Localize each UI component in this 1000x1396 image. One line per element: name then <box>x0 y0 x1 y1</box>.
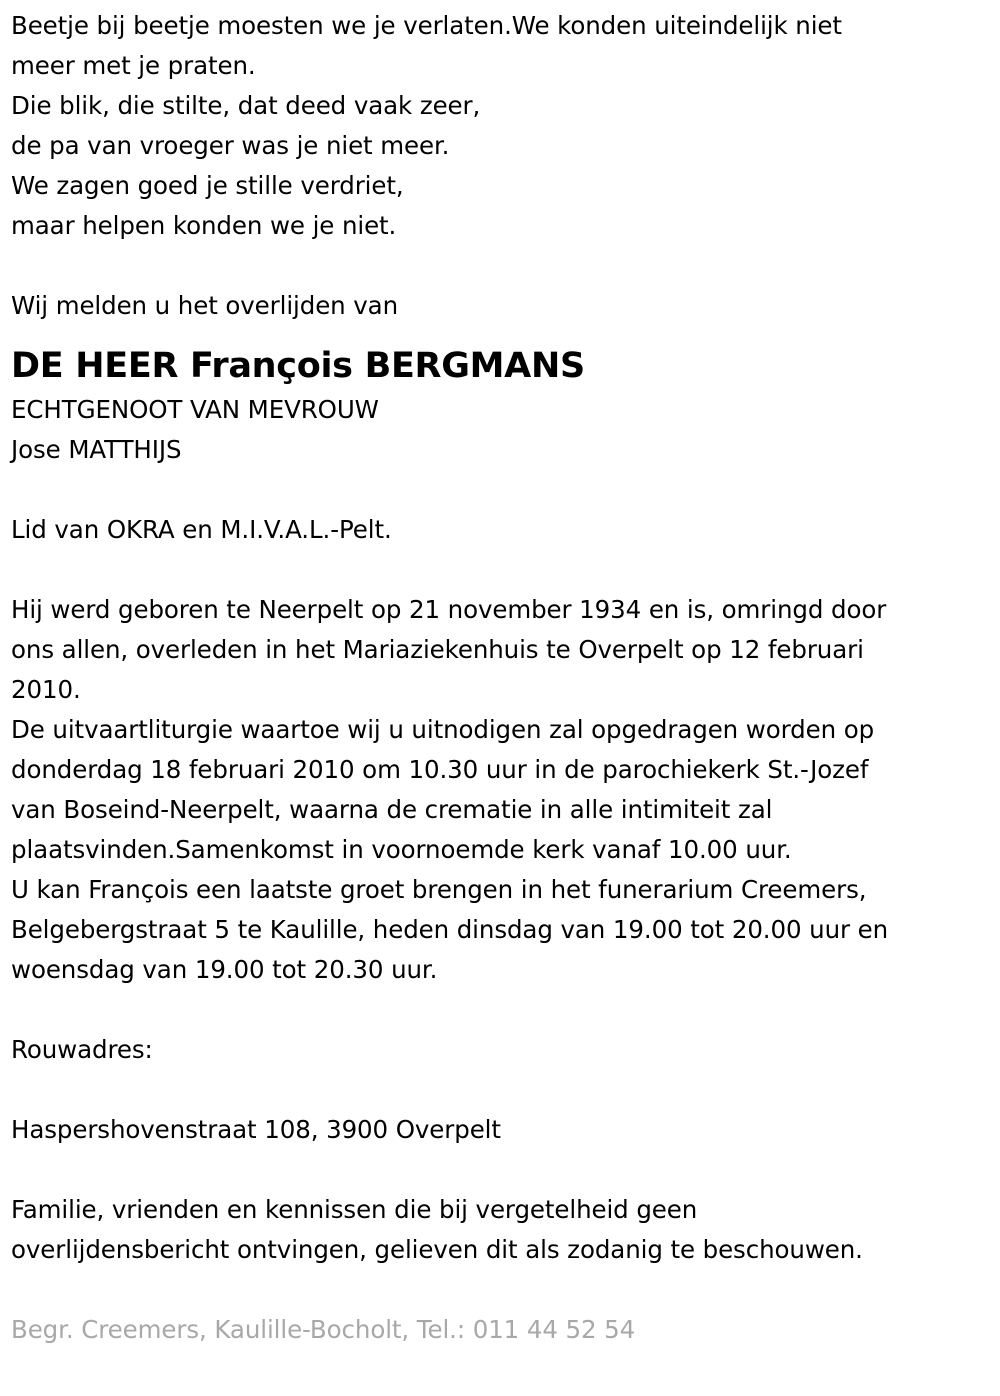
spacer <box>11 1150 1000 1190</box>
details-line: Hij werd geboren te Neerpelt op 21 november 1934 en is, omringd door <box>11 595 887 624</box>
notice-line: Familie, vrienden en kennissen die bij vergetelheid geen <box>11 1195 698 1224</box>
announcement-text: Wij melden u het overlijden van <box>11 291 399 320</box>
notice-paragraph <box>11 1190 1000 1270</box>
poem-line: We zagen goed je stille verdriet, <box>11 171 404 200</box>
deceased-name-heading: DE HEER François BERGMANS <box>11 346 585 386</box>
membership-text: Lid van OKRA en M.I.V.A.L.-Pelt. <box>11 515 392 544</box>
details-line: ons allen, overleden in het Mariaziekenhuis te Overpelt op 12 februari <box>11 635 864 664</box>
details-line: donderdag 18 februari 2010 om 10.30 uur in de parochiekerk St.-Jozef <box>11 755 869 784</box>
notice-line: overlijdensbericht ontvingen, gelieven dit als zodanig te beschouwen. <box>11 1235 863 1264</box>
poem <box>11 6 1000 246</box>
spouse-name: Jose MATTHIJS <box>11 435 182 464</box>
spacer <box>11 1070 1000 1110</box>
obituary-document <box>0 6 1000 1350</box>
spacer <box>11 990 1000 1030</box>
details-paragraph <box>11 590 1000 990</box>
mourning-address: Haspershovenstraat 108, 3900 Overpelt <box>11 1115 501 1144</box>
details-line: Belgebergstraat 5 te Kaulille, heden dinsdag van 19.00 tot 20.00 uur en <box>11 915 889 944</box>
poem-line: Beetje bij beetje moesten we je verlaten.We konden uiteindelijk niet <box>11 11 842 40</box>
poem-line: meer met je praten. <box>11 51 256 80</box>
spacer <box>11 550 1000 590</box>
poem-line: de pa van vroeger was je niet meer. <box>11 131 450 160</box>
details-line: van Boseind-Neerpelt, waarna de crematie in alle intimiteit zal <box>11 795 773 824</box>
poem-line: Die blik, die stilte, dat deed vaak zeer, <box>11 91 481 120</box>
spouse-label: ECHTGENOOT VAN MEVROUW <box>11 395 379 424</box>
details-line: plaatsvinden.Samenkomst in voornoemde kerk vanaf 10.00 uur. <box>11 835 792 864</box>
details-line: De uitvaartliturgie waartoe wij u uitnodigen zal opgedragen worden op <box>11 715 875 744</box>
funeral-home-footer: Begr. Creemers, Kaulille-Bocholt, Tel.: 011 44 52 54 <box>11 1315 636 1344</box>
details-line: 2010. <box>11 675 81 704</box>
details-line: woensdag van 19.00 tot 20.30 uur. <box>11 955 438 984</box>
spacer <box>11 1270 1000 1310</box>
spacer <box>11 246 1000 286</box>
spacer <box>11 470 1000 510</box>
poem-line: maar helpen konden we je niet. <box>11 211 397 240</box>
mourning-address-label: Rouwadres: <box>11 1035 153 1064</box>
details-line: U kan François een laatste groet brengen in het funerarium Creemers, <box>11 875 867 904</box>
